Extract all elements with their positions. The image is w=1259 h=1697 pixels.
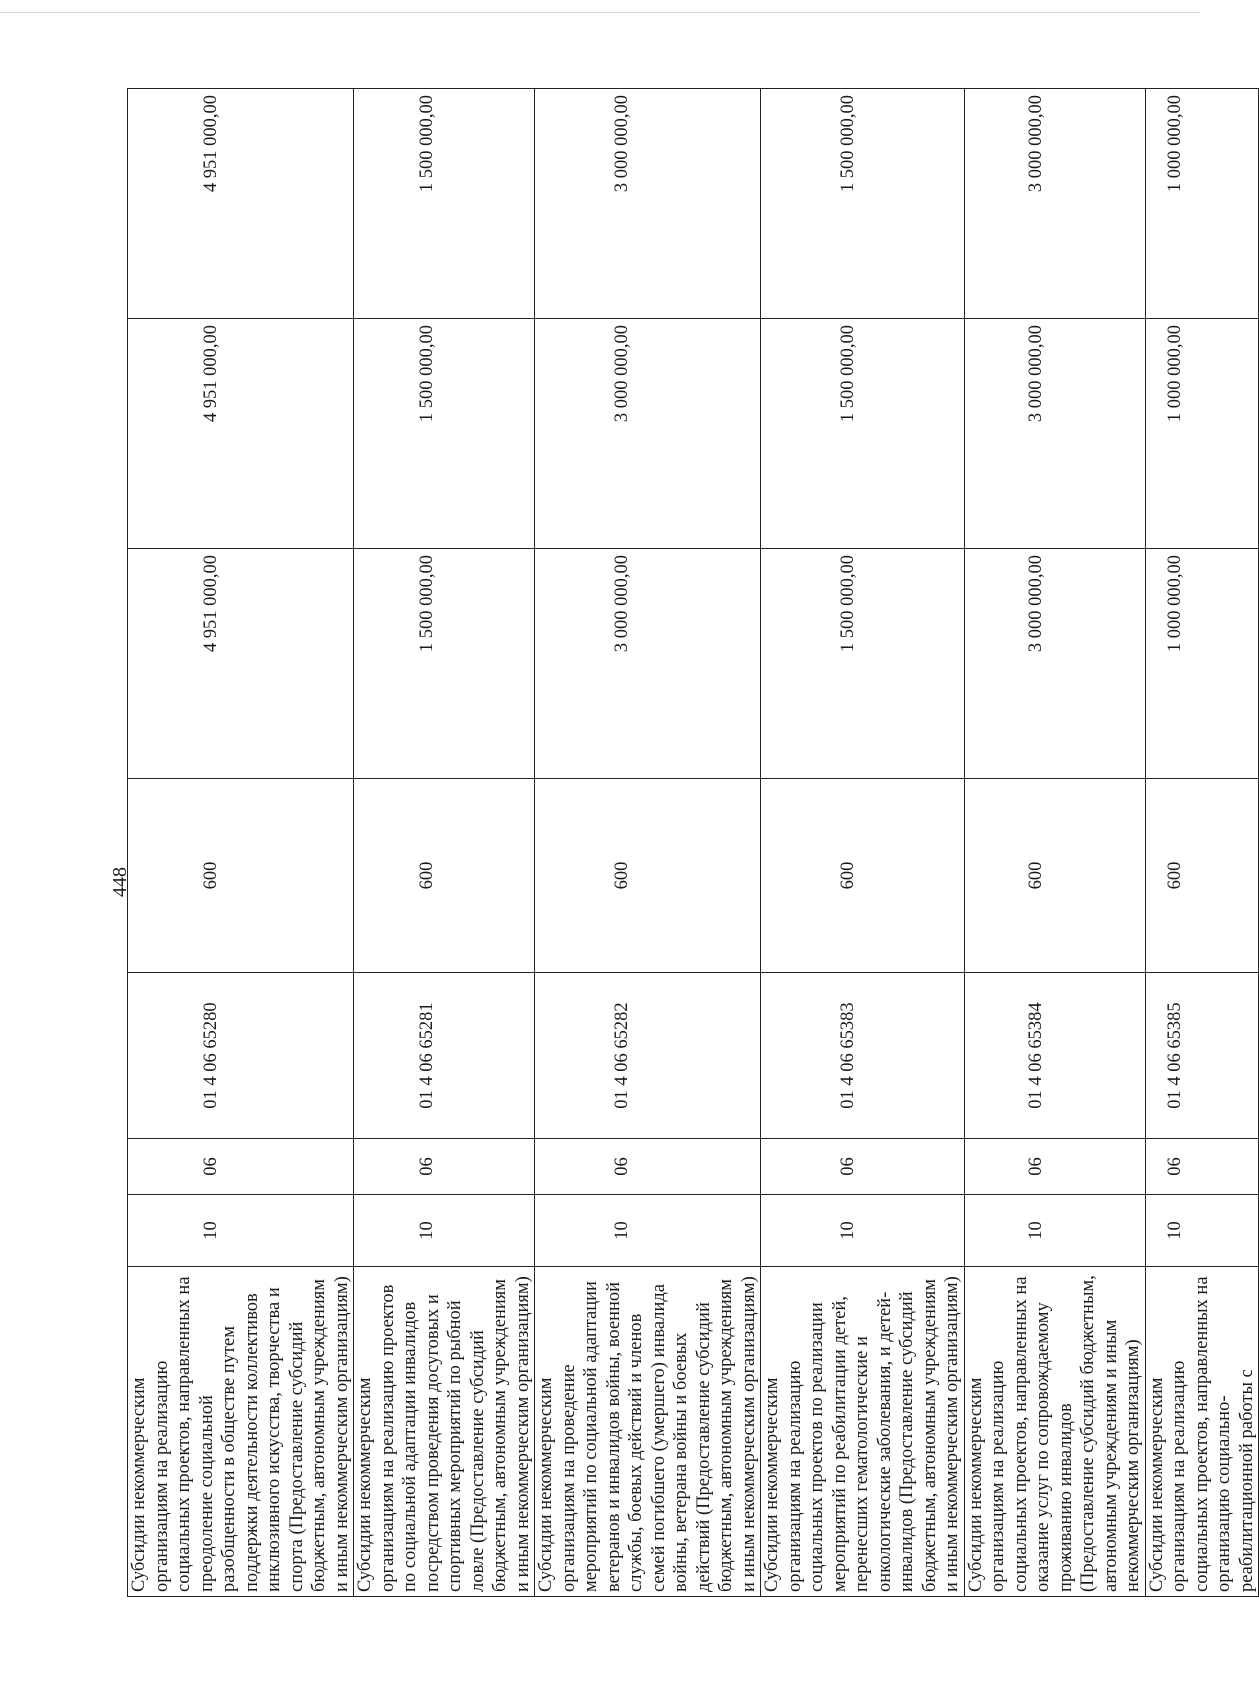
row-amount-3: 3 000 000,00 <box>535 89 761 319</box>
row-amount-1: 3 000 000,00 <box>964 549 1145 779</box>
row-amount-2: 1 500 000,00 <box>354 319 535 549</box>
row-target-article: 01 4 06 65280 <box>128 973 354 1139</box>
budget-table <box>127 88 1259 1597</box>
scan-edge-line <box>0 12 1200 13</box>
row-expense-type: 600 <box>1145 779 1259 973</box>
row-subsection: 06 <box>964 1139 1145 1195</box>
row-description: Субсидии некоммерческим организациям на реализацию социальных проектов, направленных на преодоление социальной разобщенности в обществе путем поддержки деятельности коллективов инклюзивного искусства, творчества и спорта (Предоставление субсидий бюджетным, автономным учреждениям и иным некоммерческим организациям) <box>128 1267 354 1597</box>
row-expense-type: 600 <box>535 779 761 973</box>
row-description: Субсидии некоммерческим организациям на проведение мероприятий по социальной адаптации ветеранов и инвалидов войны, военной службы, боевых действий и членов семей погибшего (умершего) инвалида войны, ветерана войны и боевых действий (Предоставление субсидий бюджетным, автономным учреждениям и иным некоммерческим организациям) <box>535 1267 761 1597</box>
row-subsection: 06 <box>1145 1139 1259 1195</box>
table-row <box>964 89 1145 1597</box>
row-description: Субсидии некоммерческим организациям на реализацию социальных проектов, направленных на оказание услуг по сопровождаемому проживанию инвалидов (Предоставление субсидий бюджетным, автономным учреждениям и иным некоммерческим организациям) <box>964 1267 1145 1597</box>
row-amount-3: 4 951 000,00 <box>128 89 354 319</box>
row-amount-2: 1 000 000,00 <box>1145 319 1259 549</box>
row-amount-1: 1 500 000,00 <box>761 549 965 779</box>
row-subsection: 06 <box>128 1139 354 1195</box>
row-target-article: 01 4 06 65282 <box>535 973 761 1139</box>
row-target-article: 01 4 06 65384 <box>964 973 1145 1139</box>
row-description: Субсидии некоммерческим организациям на реализацию социальных проектов по реализации мероприятий по реабилитации детей, перенесших гематологические и онкологические заболевания, и детей-инвалидов (Предоставление субсидий бюджетным, автономным учреждениям и иным некоммерческим организациям) <box>761 1267 965 1597</box>
row-amount-2: 1 500 000,00 <box>761 319 965 549</box>
row-expense-type: 600 <box>354 779 535 973</box>
row-section: 10 <box>964 1195 1145 1267</box>
row-amount-2: 3 000 000,00 <box>535 319 761 549</box>
row-subsection: 06 <box>535 1139 761 1195</box>
row-amount-1: 3 000 000,00 <box>535 549 761 779</box>
row-section: 10 <box>1145 1195 1259 1267</box>
row-section: 10 <box>128 1195 354 1267</box>
row-amount-3: 1 500 000,00 <box>761 89 965 319</box>
row-subsection: 06 <box>761 1139 965 1195</box>
table-row <box>1145 89 1259 1597</box>
row-expense-type: 600 <box>128 779 354 973</box>
row-section: 10 <box>761 1195 965 1267</box>
row-description: Субсидии некоммерческим организациям на реализацию проектов по социальной адаптации инвалидов посредством проведения досуговых и спортивных мероприятий по рыбной ловле (Предоставление субсидий бюджетным, автономным учреждениям и иным некоммерческим организациям) <box>354 1267 535 1597</box>
row-amount-2: 4 951 000,00 <box>128 319 354 549</box>
row-amount-1: 4 951 000,00 <box>128 549 354 779</box>
row-amount-2: 3 000 000,00 <box>964 319 1145 549</box>
row-target-article: 01 4 06 65385 <box>1145 973 1259 1139</box>
row-amount-3: 3 000 000,00 <box>964 89 1145 319</box>
row-target-article: 01 4 06 65281 <box>354 973 535 1139</box>
table-row <box>761 89 965 1597</box>
row-amount-1: 1 000 000,00 <box>1145 549 1259 779</box>
row-target-article: 01 4 06 65383 <box>761 973 965 1139</box>
row-section: 10 <box>535 1195 761 1267</box>
table-row <box>128 89 354 1597</box>
row-amount-3: 1 000 000,00 <box>1145 89 1259 319</box>
row-expense-type: 600 <box>964 779 1145 973</box>
row-expense-type: 600 <box>761 779 965 973</box>
budget-table-container <box>127 89 1257 1597</box>
row-subsection: 06 <box>354 1139 535 1195</box>
row-amount-1: 1 500 000,00 <box>354 549 535 779</box>
table-row <box>354 89 535 1597</box>
page-number: 448 <box>109 867 131 897</box>
table-row <box>535 89 761 1597</box>
row-section: 10 <box>354 1195 535 1267</box>
row-description: Субсидии некоммерческим организациям на реализацию социальных проектов, направленных на организацию социально-реабилитационной работы с <box>1145 1267 1259 1597</box>
row-amount-3: 1 500 000,00 <box>354 89 535 319</box>
